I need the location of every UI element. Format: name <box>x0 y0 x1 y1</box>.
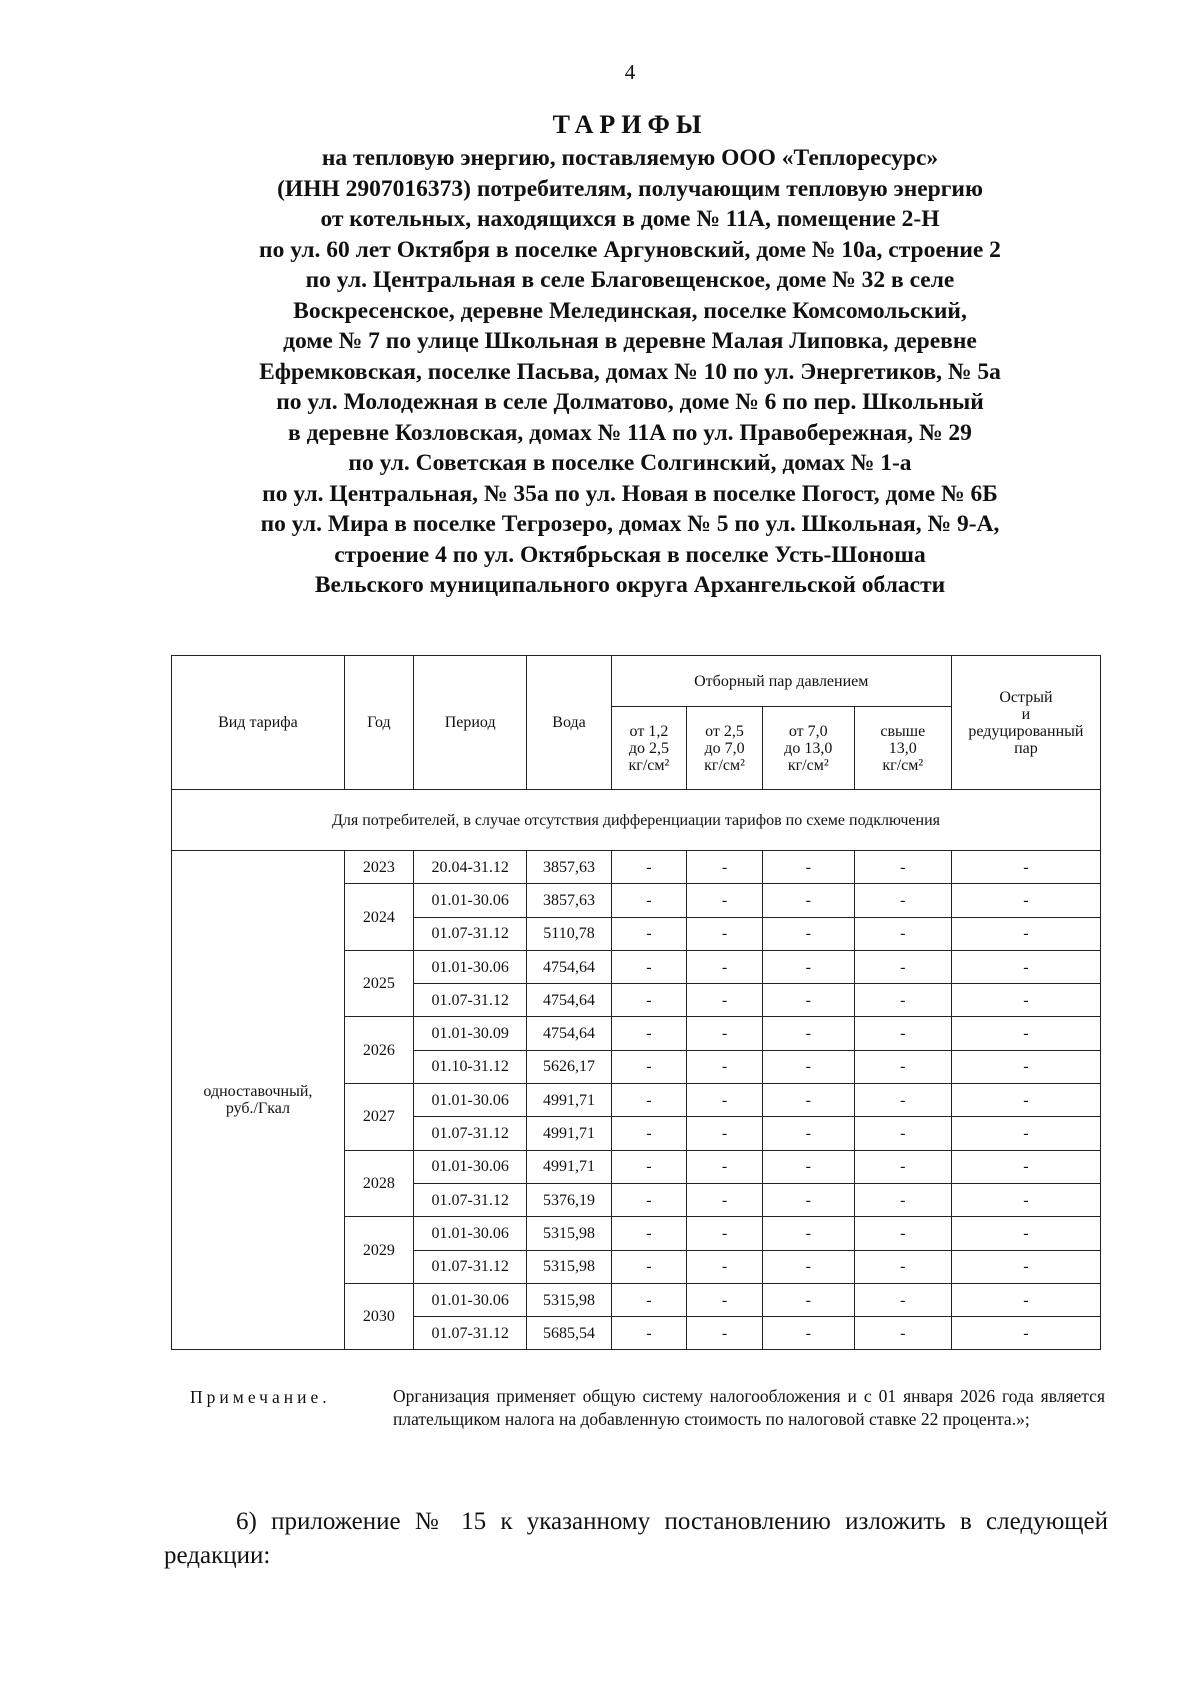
period-cell: 01.01-30.06 <box>413 1084 526 1117</box>
year-cell: 2024 <box>344 884 413 951</box>
period-cell: 01.01-30.06 <box>413 1150 526 1183</box>
subtitle-line: по ул. Мира в поселке Тегрозеро, домах № 5 по ул. Школьная, № 9-А, <box>260 511 1000 537</box>
header-period: Период <box>413 656 526 790</box>
empty-value-cell: - <box>854 851 951 884</box>
empty-value-cell: - <box>611 1317 687 1350</box>
water-tariff-cell: 4991,71 <box>527 1117 611 1150</box>
water-tariff-cell: 5685,54 <box>527 1317 611 1350</box>
empty-value-cell: - <box>611 1283 687 1316</box>
empty-value-cell: - <box>762 851 854 884</box>
amendment-paragraph: 6) приложение № 15 к указанному постановлению изложить в следующей редакции: <box>164 1508 1108 1569</box>
year-cell: 2029 <box>344 1217 413 1284</box>
subtitle-line: по ул. 60 лет Октября в поселке Аргуновский, доме № 10а, строение 2 <box>259 236 1001 263</box>
tariffs-table <box>171 655 1101 1350</box>
empty-value-cell: - <box>611 950 687 983</box>
header-kind: Вид тарифа <box>172 656 345 790</box>
empty-value-cell: - <box>951 1283 1100 1316</box>
empty-value-cell: - <box>951 851 1100 884</box>
period-cell: 01.10-31.12 <box>413 1050 526 1083</box>
subtitle-line: Ефремковская, поселке Пасьва, домах № 10 по ул. Энергетиков, № 5а <box>259 358 1001 385</box>
empty-value-cell: - <box>611 1017 687 1050</box>
empty-value-cell: - <box>762 1217 854 1250</box>
empty-value-cell: - <box>611 1084 687 1117</box>
empty-value-cell: - <box>687 1150 763 1183</box>
subtitle-line: (ИНН 2907016373) потребителям, получающим тепловую энергию <box>277 175 983 202</box>
empty-value-cell: - <box>951 1084 1100 1117</box>
table-row <box>172 851 1101 884</box>
empty-value-cell: - <box>854 1217 951 1250</box>
header-steam-group: Отборный пар давлением <box>611 656 951 707</box>
subtitle-line: строение 4 по ул. Октябрьская в поселке Усть-Шоноша <box>334 541 926 568</box>
empty-value-cell: - <box>762 917 854 950</box>
empty-value-cell: - <box>951 1117 1100 1150</box>
water-tariff-cell: 4754,64 <box>527 950 611 983</box>
subtitle-line: по ул. Советская в поселке Солгинский, домах № 1-а <box>348 450 912 476</box>
water-tariff-cell: 4754,64 <box>527 1017 611 1050</box>
subtitle-line: по ул. Центральная в селе Благовещенское, доме № 32 в селе <box>305 267 955 293</box>
empty-value-cell: - <box>951 884 1100 917</box>
subtitle-line: Воскресенское, деревне Мелединская, поселке Комсомольский, <box>293 297 967 324</box>
empty-value-cell: - <box>687 851 763 884</box>
empty-value-cell: - <box>762 950 854 983</box>
empty-value-cell: - <box>762 884 854 917</box>
subtitle-line: по ул. Молодежная в селе Долматово, доме № 6 по пер. Школьный <box>276 389 984 415</box>
empty-value-cell: - <box>951 917 1100 950</box>
empty-value-cell: - <box>687 1283 763 1316</box>
empty-value-cell: - <box>951 1317 1100 1350</box>
empty-value-cell: - <box>951 984 1100 1017</box>
water-tariff-cell: 5315,98 <box>527 1283 611 1316</box>
water-tariff-cell: 3857,63 <box>527 884 611 917</box>
header-water: Вода <box>527 656 611 790</box>
empty-value-cell: - <box>611 1250 687 1283</box>
period-cell: 01.07-31.12 <box>413 917 526 950</box>
empty-value-cell: - <box>762 984 854 1017</box>
water-tariff-cell: 5110,78 <box>527 917 611 950</box>
subtitle-line: от котельных, находящихся в доме № 11А, помещение 2-Н <box>320 206 940 232</box>
empty-value-cell: - <box>687 950 763 983</box>
empty-value-cell: - <box>762 1117 854 1150</box>
empty-value-cell: - <box>854 1317 951 1350</box>
note-label: Примечание. <box>190 1387 331 1407</box>
note-text: Организация применяет общую систему налогообложения и с 01 января 2026 года является плательщиком налога на добавленную стоимость по налоговой ставке 22 процента.»; <box>393 1386 1105 1429</box>
subtitle-line: по ул. Центральная, № 35а по ул. Новая в поселке Погост, доме № 6Б <box>262 480 998 507</box>
empty-value-cell: - <box>951 1183 1100 1216</box>
empty-value-cell: - <box>611 1217 687 1250</box>
empty-value-cell: - <box>951 1250 1100 1283</box>
subtitle-line: на тепловую энергию, поставляемую ООО «Теплоресурс» <box>321 145 939 171</box>
empty-value-cell: - <box>854 1150 951 1183</box>
water-tariff-cell: 5315,98 <box>527 1250 611 1283</box>
water-tariff-cell: 5315,98 <box>527 1217 611 1250</box>
empty-value-cell: - <box>854 884 951 917</box>
empty-value-cell: - <box>854 1017 951 1050</box>
water-tariff-cell: 5626,17 <box>527 1050 611 1083</box>
page-number: 4 <box>624 60 636 84</box>
empty-value-cell: - <box>611 1150 687 1183</box>
period-cell: 01.07-31.12 <box>413 1250 526 1283</box>
water-tariff-cell: 3857,63 <box>527 851 611 884</box>
period-cell: 20.04-31.12 <box>413 851 526 884</box>
empty-value-cell: - <box>854 1183 951 1216</box>
period-cell: 01.01-30.06 <box>413 950 526 983</box>
period-cell: 01.07-31.12 <box>413 1317 526 1350</box>
empty-value-cell: - <box>762 1017 854 1050</box>
header-sharp-steam: Острый и редуцированный пар <box>951 656 1100 790</box>
water-tariff-cell: 4991,71 <box>527 1084 611 1117</box>
header-steam-1: от 1,2 до 2,5 кг/см² <box>611 707 687 790</box>
period-cell: 01.01-30.06 <box>413 1217 526 1250</box>
empty-value-cell: - <box>854 1117 951 1150</box>
period-cell: 01.01-30.09 <box>413 1017 526 1050</box>
empty-value-cell: - <box>687 1017 763 1050</box>
empty-value-cell: - <box>951 1217 1100 1250</box>
empty-value-cell: - <box>854 984 951 1017</box>
empty-value-cell: - <box>611 884 687 917</box>
period-cell: 01.01-30.06 <box>413 1283 526 1316</box>
year-cell: 2023 <box>344 851 413 884</box>
empty-value-cell: - <box>687 884 763 917</box>
empty-value-cell: - <box>762 1150 854 1183</box>
header-steam-2: от 2,5 до 7,0 кг/см² <box>687 707 763 790</box>
subtitle-line: доме № 7 по улице Школьная в деревне Малая Липовка, деревне <box>283 328 977 354</box>
empty-value-cell: - <box>762 1050 854 1083</box>
period-cell: 01.07-31.12 <box>413 984 526 1017</box>
empty-value-cell: - <box>854 1283 951 1316</box>
tariff-kind-cell: одноставочный, руб./Гкал <box>172 851 345 1350</box>
empty-value-cell: - <box>762 1317 854 1350</box>
empty-value-cell: - <box>611 984 687 1017</box>
empty-value-cell: - <box>854 1250 951 1283</box>
empty-value-cell: - <box>762 1283 854 1316</box>
empty-value-cell: - <box>687 1183 763 1216</box>
document-title: ТАРИФЫ <box>552 110 708 139</box>
empty-value-cell: - <box>951 1050 1100 1083</box>
empty-value-cell: - <box>854 917 951 950</box>
section-title: Для потребителей, в случае отсутствия дифференциации тарифов по схеме подключения <box>172 790 1101 851</box>
period-cell: 01.01-30.06 <box>413 884 526 917</box>
empty-value-cell: - <box>687 917 763 950</box>
water-tariff-cell: 4991,71 <box>527 1150 611 1183</box>
empty-value-cell: - <box>611 1050 687 1083</box>
empty-value-cell: - <box>762 1250 854 1283</box>
empty-value-cell: - <box>687 1250 763 1283</box>
year-cell: 2027 <box>344 1084 413 1151</box>
empty-value-cell: - <box>687 1050 763 1083</box>
header-steam-3: от 7,0 до 13,0 кг/см² <box>762 707 854 790</box>
subtitle-line: Вельского муниципального округа Архангельской области <box>314 572 946 598</box>
empty-value-cell: - <box>611 851 687 884</box>
empty-value-cell: - <box>762 1183 854 1216</box>
period-cell: 01.07-31.12 <box>413 1183 526 1216</box>
document-subtitle <box>150 143 1110 601</box>
year-cell: 2030 <box>344 1283 413 1350</box>
empty-value-cell: - <box>854 950 951 983</box>
empty-value-cell: - <box>951 1150 1100 1183</box>
water-tariff-cell: 5376,19 <box>527 1183 611 1216</box>
water-tariff-cell: 4754,64 <box>527 984 611 1017</box>
empty-value-cell: - <box>687 1084 763 1117</box>
header-year: Год <box>344 656 413 790</box>
empty-value-cell: - <box>611 1117 687 1150</box>
empty-value-cell: - <box>951 950 1100 983</box>
empty-value-cell: - <box>854 1050 951 1083</box>
year-cell: 2026 <box>344 1017 413 1084</box>
empty-value-cell: - <box>611 917 687 950</box>
year-cell: 2025 <box>344 950 413 1017</box>
empty-value-cell: - <box>611 1183 687 1216</box>
year-cell: 2028 <box>344 1150 413 1217</box>
empty-value-cell: - <box>687 1317 763 1350</box>
header-steam-4: свыше 13,0 кг/см² <box>854 707 951 790</box>
empty-value-cell: - <box>687 984 763 1017</box>
empty-value-cell: - <box>854 1084 951 1117</box>
empty-value-cell: - <box>951 1017 1100 1050</box>
subtitle-line: в деревне Козловская, домах № 11А по ул. Правобережная, № 29 <box>288 419 972 446</box>
period-cell: 01.07-31.12 <box>413 1117 526 1150</box>
empty-value-cell: - <box>687 1217 763 1250</box>
empty-value-cell: - <box>762 1084 854 1117</box>
empty-value-cell: - <box>687 1117 763 1150</box>
